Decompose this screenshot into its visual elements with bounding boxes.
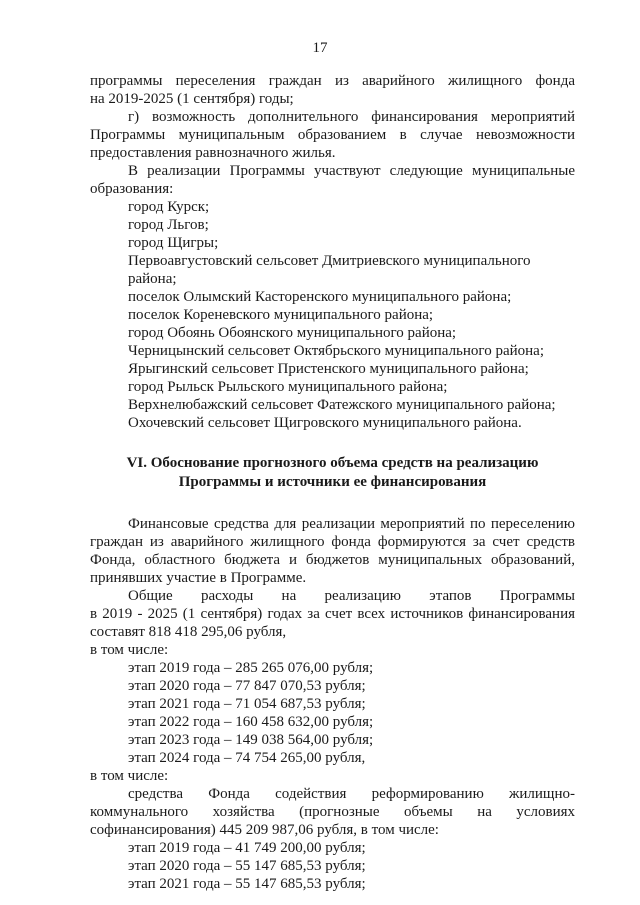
paragraph-line: в том числе: <box>90 642 169 658</box>
paragraph-line: В реализации Программы участвуют следующие муниципальные <box>128 163 575 179</box>
list-item: этап 2021 года – 55 147 685,53 рубля; <box>128 876 366 892</box>
page-number: 17 <box>312 40 328 56</box>
list-item: этап 2021 года – 71 054 687,53 рубля; <box>128 696 366 712</box>
list-item: этап 2019 года – 41 749 200,00 рубля; <box>128 840 366 856</box>
list-item: город Обоянь Обоянского муниципального района; <box>128 325 457 341</box>
document-body <box>90 72 575 893</box>
paragraph-line: программы переселения граждан из аварийного жилищного фонда <box>90 73 575 89</box>
stages-fund-list <box>90 839 575 893</box>
paragraph-line: на 2019-2025 (1 сентября) годы; <box>90 91 294 107</box>
section-heading-line: Программы и источники ее финансирования <box>178 474 487 490</box>
list-item: этап 2023 года – 149 038 564,00 рубля; <box>128 732 374 748</box>
list-item: этап 2022 года – 160 458 632,00 рубля; <box>128 714 374 730</box>
paragraph-line: принявших участие в Программе. <box>90 570 307 586</box>
paragraph-line: Общие расходы на реализацию этапов Программы <box>128 588 575 604</box>
list-item: город Льгов; <box>128 217 209 233</box>
paragraph-line: в том числе: <box>90 768 169 784</box>
list-item: город Рыльск Рыльского муниципального района; <box>128 379 448 395</box>
section-heading-line: VI. Обоснование прогнозного объема средств на реализацию <box>126 455 539 471</box>
paragraph-line: предоставления равнозначного жилья. <box>90 145 336 161</box>
list-item: поселок Кореневского муниципального района; <box>128 307 434 323</box>
list-item: этап 2019 года – 285 265 076,00 рубля; <box>128 660 374 676</box>
paragraph-line: Программы муниципальным образованием в случае невозможности <box>90 127 575 143</box>
municipalities-list <box>90 198 575 432</box>
list-item: Черницынский сельсовет Октябрьского муниципального района; <box>128 343 544 359</box>
paragraph-line: софинансирования) 445 209 987,06 рубля, в том числе: <box>90 822 439 838</box>
section-heading <box>90 454 575 492</box>
list-item: Охочевский сельсовет Щигровского муниципального района. <box>128 415 522 431</box>
paragraph-line: Финансовые средства для реализации мероприятий по переселению <box>128 516 575 532</box>
paragraph-line: коммунального хозяйства (прогнозные объемы на условиях <box>90 804 575 820</box>
paragraph-line: в 2019 - 2025 (1 сентября) годах за счет всех источников финансирования <box>90 606 575 622</box>
paragraph-line: составят 818 418 295,06 рубля, <box>90 624 287 640</box>
list-item: город Курск; <box>128 199 210 215</box>
paragraph-line: граждан из аварийного жилищного фонда формируются за счет средств <box>90 534 575 550</box>
paragraph-line: образования: <box>90 181 174 197</box>
paragraph-line: средства Фонда содействия реформированию жилищно- <box>128 786 575 802</box>
list-item: Первоавгустовский сельсовет Дмитриевского муниципального района; <box>128 253 531 287</box>
list-item: поселок Олымский Касторенского муниципального района; <box>128 289 512 305</box>
list-item: этап 2024 года – 74 754 265,00 рубля, <box>128 750 366 766</box>
list-item: город Щигры; <box>128 235 219 251</box>
list-item: этап 2020 года – 77 847 070,53 рубля; <box>128 678 366 694</box>
paragraph-line: г) возможность дополнительного финансирования мероприятий <box>128 109 575 125</box>
paragraph-line: Фонда, областного бюджета и бюджетов муниципальных образований, <box>90 552 575 568</box>
list-item: этап 2020 года – 55 147 685,53 рубля; <box>128 858 366 874</box>
list-item: Верхнелюбажский сельсовет Фатежского муниципального района; <box>128 397 556 413</box>
stages-total-list <box>90 659 575 767</box>
list-item: Ярыгинский сельсовет Пристенского муниципального района; <box>128 361 529 377</box>
